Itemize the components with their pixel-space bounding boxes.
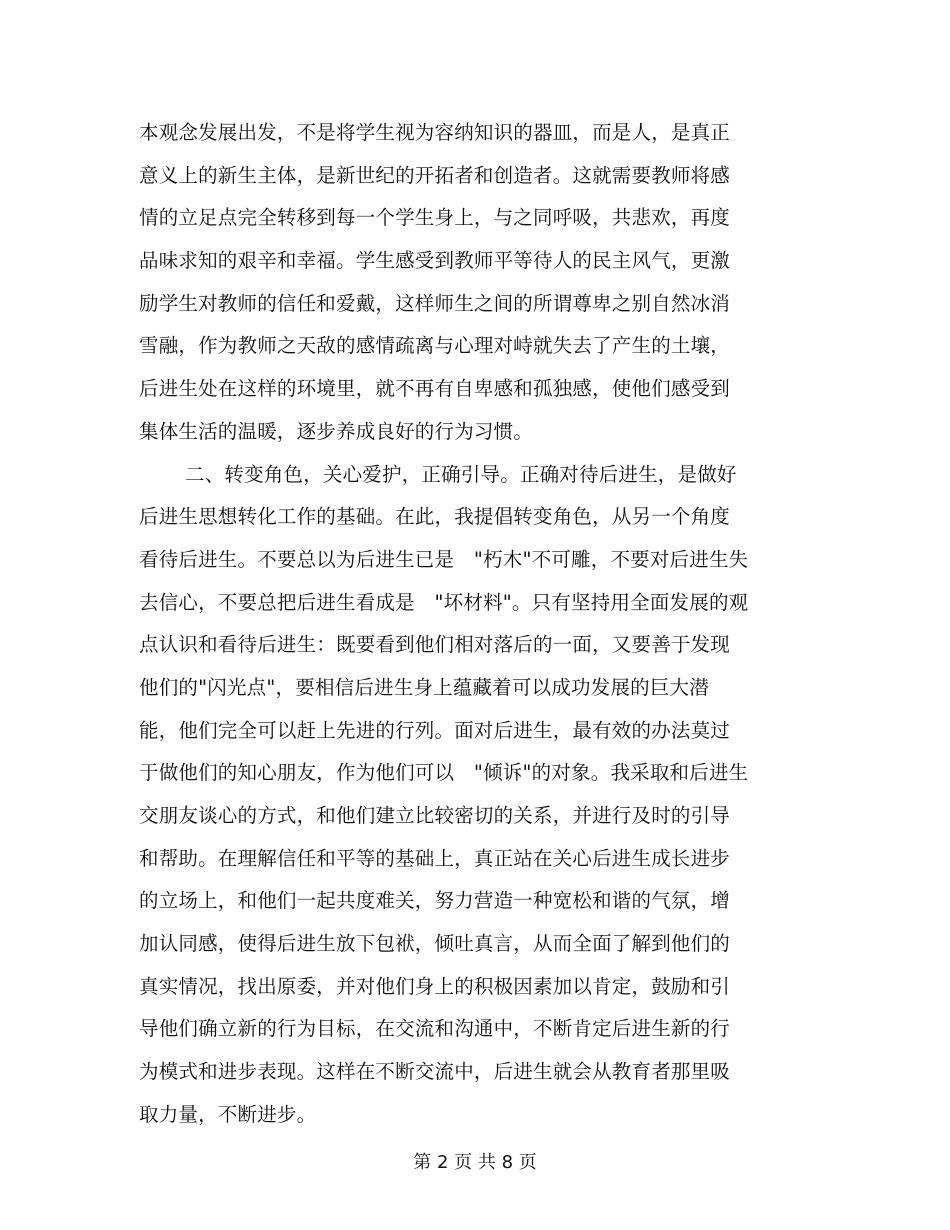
text-line: 本观念发展出发，不是将学生视为容纳知识的器皿，而是人，是真正 bbox=[139, 121, 731, 144]
text-line: 励学生对教师的信任和爱戴，这样师生之间的所谓尊卑之别自然冰消 bbox=[139, 291, 731, 315]
text-line: 看待后进生。不要总以为后进生已是 "朽木"不可雕，不要对后进生失 bbox=[139, 547, 749, 571]
text-line: 加认同感，使得后进生放下包袱，倾吐真言，从而全面了解到他们的 bbox=[139, 932, 731, 956]
text-line: 交朋友谈心的方式，和他们建立比较密切的关系，并进行及时的引导 bbox=[139, 804, 731, 827]
page-number-label: 第 2 页 共 8 页 bbox=[413, 1152, 537, 1173]
text-line: 雪融，作为教师之天敌的感情疏离与心理对峙就失去了产生的土壤， bbox=[139, 334, 731, 358]
text-line: 后进生思想转化工作的基础。在此，我提倡转变角色，从另一个角度 bbox=[139, 505, 731, 529]
text-line: 的立场上，和他们一起共度难关，努力营造一种宽松和谐的气氛，增 bbox=[139, 889, 731, 913]
text-line: 为模式和进步表现。这样在不断交流中，后进生就会从教育者那里吸 bbox=[139, 1060, 731, 1084]
text-line: 导他们确立新的行为目标，在交流和沟通中，不断肯定后进生新的行 bbox=[139, 1017, 731, 1041]
text-line: 和帮助。在理解信任和平等的基础上，真正站在关心后进生成长进步 bbox=[139, 846, 731, 870]
text-line: 品味求知的艰辛和幸福。学生感受到教师平等待人的民主风气，更激 bbox=[139, 249, 731, 273]
text-line: 于做他们的知心朋友，作为他们可以 "倾诉"的对象。我采取和后进生 bbox=[139, 761, 749, 785]
text-line: 去信心，不要总把后进生看成是 "坏材料"。只有坚持用全面发展的观 bbox=[139, 590, 749, 614]
paragraph-start-line: 二、转变角色，关心爱护，正确引导。正确对待后进生，是做好 bbox=[185, 462, 737, 486]
text-line: 他们的"闪光点"，要相信后进生身上蕴藏着可以成功发展的巨大潜 bbox=[139, 675, 709, 699]
body-text bbox=[139, 112, 799, 1137]
text-line: 集体生活的温暖，逐步养成良好的行为习惯。 bbox=[139, 419, 534, 443]
text-line: 意义上的新生主体，是新世纪的开拓者和创造者。这就需要教师将感 bbox=[139, 163, 731, 187]
text-line: 后进生处在这样的环境里，就不再有自卑感和孤独感，使他们感受到 bbox=[139, 377, 731, 401]
text-line: 能，他们完全可以赶上先进的行列。面对后进生，最有效的办法莫过 bbox=[139, 718, 731, 742]
text-line: 取力量，不断进步。 bbox=[139, 1102, 317, 1126]
text-line: 点认识和看待后进生：既要看到他们相对落后的一面，又要善于发现 bbox=[139, 633, 731, 657]
text-line: 真实情况，找出原委，并对他们身上的积极因素加以肯定，鼓励和引 bbox=[139, 974, 731, 998]
page-footer bbox=[0, 1148, 950, 1178]
text-line: 情的立足点完全转移到每一个学生身上，与之同呼吸，共悲欢，再度 bbox=[139, 206, 731, 230]
